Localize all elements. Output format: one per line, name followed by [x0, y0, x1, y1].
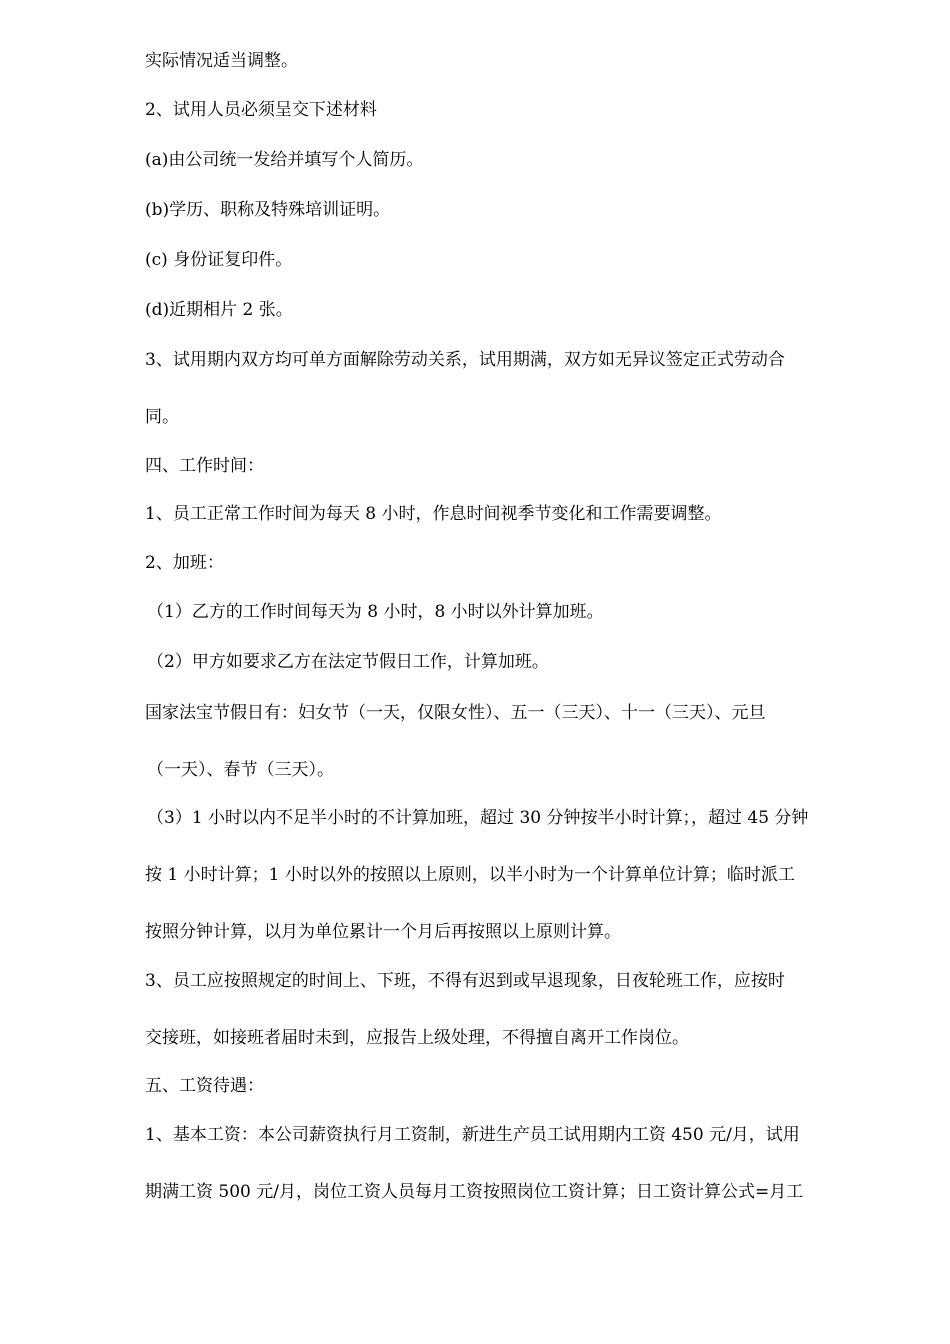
text-line-23: 期满工资 500 元/月，岗位工资人员每月工资按照岗位工资计算；日工资计算公式=月工	[145, 1182, 804, 1202]
text-line-14: 国家法宝节假日有：妇女节（一天，仅限女性）、五一（三天）、十一（三天）、元旦	[145, 703, 766, 723]
text-line-10: 1、员工正常工作时间为每天 8 小时，作息时间视季节变化和工作需要调整。	[145, 504, 722, 524]
text-line-4: (b)学历、职称及特殊培训证明。	[145, 200, 391, 220]
text-line-17: 按 1 小时计算；1 小时以外的按照以上原则，以半小时为一个计算单位计算；临时派工	[145, 865, 795, 885]
text-line-3: (a)由公司统一发给并填写个人简历。	[145, 150, 424, 170]
text-line-18: 按照分钟计算，以月为单位累计一个月后再按照以上原则计算。	[145, 922, 621, 942]
text-line-7: 3、试用期内双方均可单方面解除劳动关系，试用期满，双方如无异议签定正式劳动合	[145, 350, 785, 370]
section-heading-wages: 五、工资待遇：	[145, 1076, 264, 1096]
section-heading-work-hours: 四、工作时间：	[145, 456, 264, 476]
text-line-5: (c) 身份证复印件。	[145, 250, 293, 270]
text-line-20: 交接班，如接班者届时未到，应报告上级处理，不得擅自离开工作岗位。	[145, 1028, 689, 1048]
text-line-15: （一天）、春节（三天）。	[147, 760, 334, 780]
text-line-1: 实际情况适当调整。	[145, 51, 298, 71]
text-line-16: （3）1 小时以内不足半小时的不计算加班，超过 30 分钟按半小时计算；，超过 45 分钟	[147, 808, 809, 828]
text-line-13: （2）甲方如要求乙方在法定节假日工作，计算加班。	[147, 652, 549, 672]
text-line-6: (d)近期相片 2 张。	[145, 300, 293, 320]
text-line-8: 同。	[145, 407, 179, 427]
text-line-2: 2、试用人员必须呈交下述材料	[145, 100, 377, 120]
text-line-19: 3、员工应按照规定的时间上、下班，不得有迟到或早退现象，日夜轮班工作，应按时	[145, 971, 785, 991]
text-line-22: 1、基本工资：本公司薪资执行月工资制，新进生产员工试用期内工资 450 元/月，试用	[145, 1125, 800, 1145]
text-line-11: 2、加班：	[145, 553, 224, 573]
text-line-12: （1）乙方的工作时间每天为 8 小时，8 小时以外计算加班。	[147, 602, 604, 622]
